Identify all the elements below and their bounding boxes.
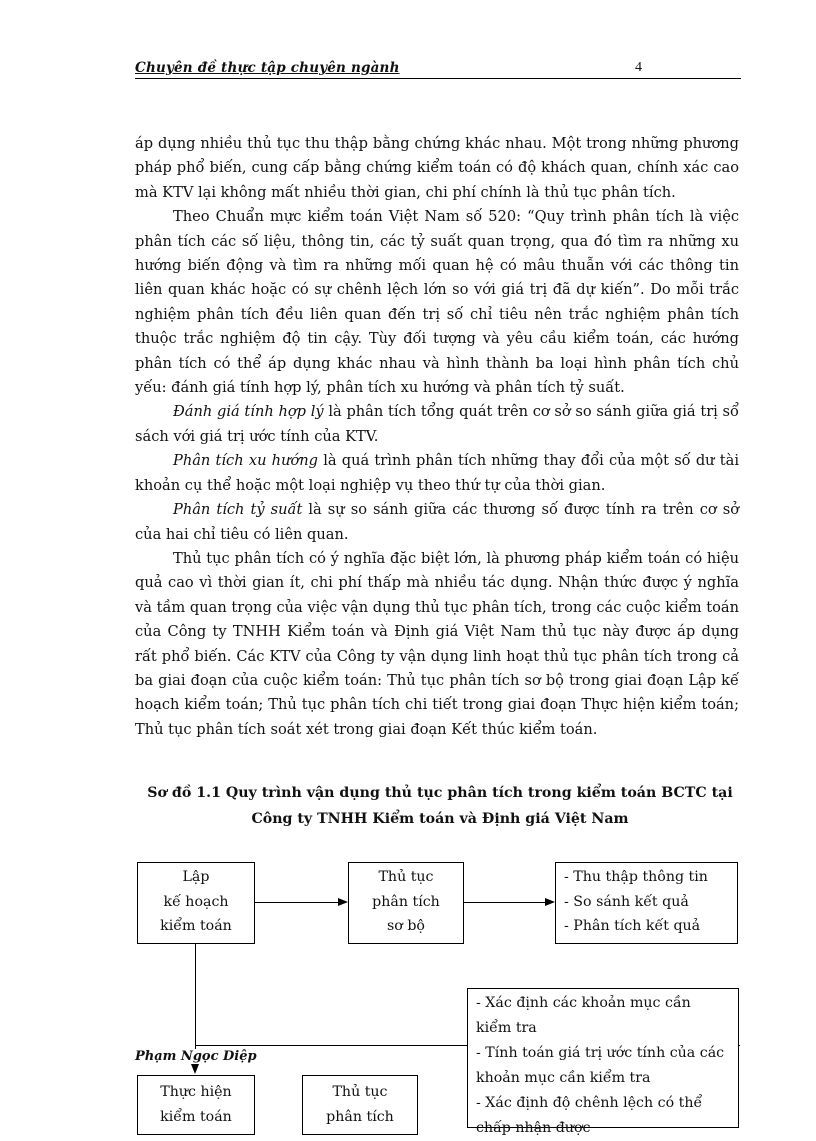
term-ratio: Phân tích tỷ suất: [173, 501, 303, 519]
definition-reasonableness: là phân tích tổng quát trên cơ sở so sánh giữa giá trị sổ sách với giá trị ước tính của KTV.: [135, 403, 739, 445]
step-item: khoản mục cần kiểm tra: [476, 1070, 651, 1086]
step-item: - Tính toán giá trị ước tính của các: [476, 1045, 725, 1061]
detail-analysis-box: [302, 1075, 418, 1135]
step-item: - Thu thập thông tin: [564, 869, 708, 885]
step-item: - Xác định các khoản mục cần: [476, 995, 691, 1011]
paragraph-ratio: [135, 498, 739, 547]
paragraph-reasonableness: [135, 400, 739, 449]
caption-line-2: Công ty TNHH Kiểm toán và Định giá Việt Nam: [251, 811, 629, 827]
step-item: kiểm tra: [476, 1020, 537, 1036]
connector-plan-to-perform: [195, 944, 196, 1066]
paragraph-standard-520: Theo Chuẩn mực kiểm toán Việt Nam số 520: “Quy trình phân tích là việc phân tích các số liệu, thông tin, các tỷ suất quan trọng, qua đó tìm ra những xu hướng biến động và tìm ra những mối quan hệ có mâu thuẫn với các thông tin liên quan khác hoặc có sự chênh lệch lớn so với giá trị đã dự kiến”. Do mỗi trắc nghiệm phân tích đều liên quan đến trị số chỉ tiêu nên trắc nghiệm phân tích thuộc trắc nghiệm độ tin cậy. Tùy đối tượng và yêu cầu kiểm toán, các hướng phân tích có thể áp dụng khác nhau và hình thành ba loại hình phân tích chủ yếu: đánh giá tính hợp lý, phân tích xu hướng và phân tích tỷ suất.: [135, 208, 739, 397]
definition-ratio: là sự so sánh giữa các thương số được tính ra trên cơ sở của hai chỉ tiêu có liên quan.: [135, 501, 739, 543]
box-line: Thủ tục: [378, 869, 434, 885]
arrow-head: [191, 1064, 199, 1074]
caption-line-1: Sơ đồ 1.1 Quy trình vận dụng thủ tục phân tích trong kiểm toán BCTC tại: [147, 785, 733, 801]
box-line: Lập: [182, 869, 210, 885]
step-item: - So sánh kết quả: [564, 893, 689, 910]
box-line: kiểm toán: [160, 918, 232, 934]
detail-steps-box: [467, 988, 739, 1136]
preliminary-steps-box: [555, 862, 738, 944]
arrow-head: [338, 898, 348, 906]
paragraph-significance: Thủ tục phân tích có ý nghĩa đặc biệt lớn, là phương pháp kiểm toán có hiệu quả cao vì thời gian ít, chi phí thấp mà nhiều tác dụng. Nhận thức được ý nghĩa và tầm quan trọng của việc vận dụng thủ tục phân tích, trong các cuộc kiểm toán của Công ty TNHH Kiểm toán và Định giá Việt Nam thủ tục này được áp dụng rất phổ biến. Các KTV của Công ty vận dụng linh hoạt thủ tục phân tích trong cả ba giai đoạn của cuộc kiểm toán: Thủ tục phân tích sơ bộ trong giai đoạn Lập kế hoạch kiểm toán; Thủ tục phân tích chi tiết trong giai đoạn Thực hiện kiểm toán; Thủ tục phân tích soát xét trong giai đoạn Kết thúc kiểm toán.: [135, 549, 739, 738]
page-number: 4: [635, 60, 642, 75]
step-item: chấp nhận được: [476, 1120, 591, 1136]
page-header: [135, 60, 741, 79]
arrow-head: [545, 898, 555, 906]
plan-audit-box: [137, 862, 255, 944]
preliminary-analysis-box: [348, 862, 464, 944]
term-reasonableness: Đánh giá tính hợp lý: [173, 403, 324, 421]
box-line: Thực hiện: [160, 1084, 232, 1100]
definition-trend: là quá trình phân tích những thay đổi của một số dư tài khoản cụ thể hoặc một loại nghiệp vụ theo thứ tự của thời gian.: [135, 452, 739, 494]
step-item: - Xác định độ chênh lệch có thể: [476, 1095, 703, 1111]
perform-audit-box: [137, 1075, 255, 1135]
connector-prelim-to-steps: [464, 902, 546, 903]
body-text: [135, 132, 739, 742]
footer-author: Phạm Ngọc Diệp: [135, 1049, 261, 1064]
paragraph-trend: [135, 449, 739, 498]
step-item: - Phân tích kết quả: [564, 918, 701, 934]
box-line: phân tích: [326, 1108, 394, 1125]
box-line: sơ bộ: [387, 918, 425, 934]
connector-plan-to-prelim: [255, 902, 339, 903]
box-line: phân tích: [372, 893, 440, 910]
term-trend: Phân tích xu hướng: [173, 452, 318, 470]
header-title: Chuyên đề thực tập chuyên ngành: [135, 60, 400, 76]
box-line: kiểm toán: [160, 1108, 232, 1125]
paragraph-intro: áp dụng nhiều thủ tục thu thập bằng chứng khác nhau. Một trong những phương pháp phổ biến, cung cấp bằng chứng kiểm toán có độ khách quan, chính xác cao mà KTV lại không mất nhiều thời gian, chi phí chính là thủ tục phân tích.: [135, 135, 739, 201]
box-line: kế hoạch: [163, 893, 229, 910]
diagram-caption: [120, 780, 760, 832]
box-line: Thủ tục: [332, 1084, 388, 1100]
